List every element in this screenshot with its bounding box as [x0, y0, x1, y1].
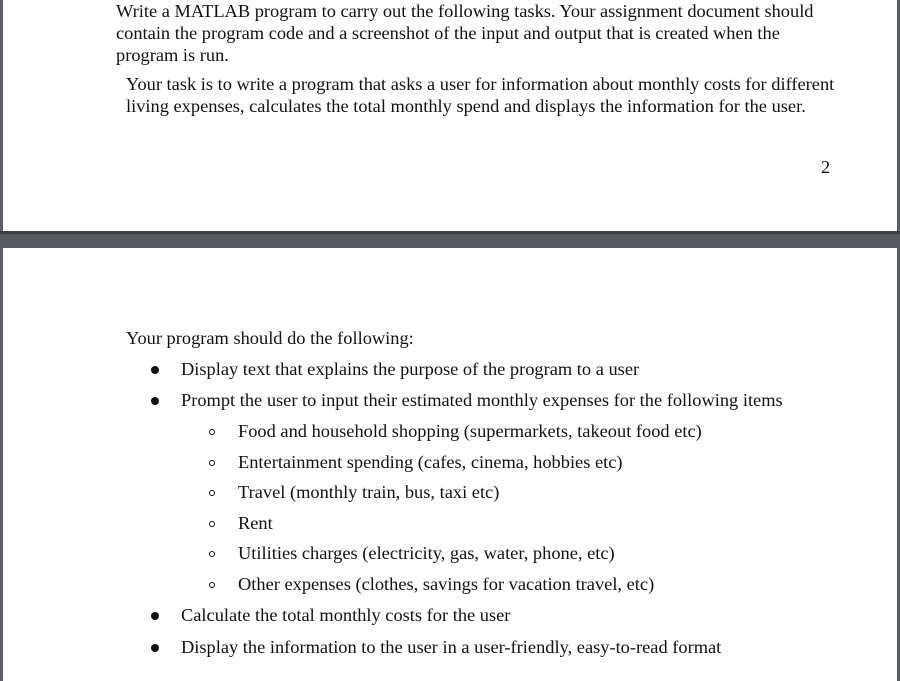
bullet-icon	[151, 397, 159, 405]
requirements-lead: Your program should do the following:	[126, 328, 414, 348]
circle-bullet-icon	[209, 429, 215, 435]
circle-bullet-icon	[209, 490, 215, 496]
circle-bullet-icon	[209, 551, 215, 557]
sub-list-item: Rent	[238, 513, 273, 533]
page-separator	[0, 231, 900, 248]
sub-list-item: Other expenses (clothes, savings for vacation travel, etc)	[238, 574, 655, 594]
circle-bullet-icon	[209, 521, 215, 527]
bullet-icon	[151, 366, 159, 374]
sub-list-item: Food and household shopping (supermarkets, takeout food etc)	[238, 421, 702, 441]
bullet-icon	[151, 612, 159, 620]
bullet-icon	[151, 644, 159, 652]
list-item: Prompt the user to input their estimated monthly expenses for the following items	[181, 390, 783, 410]
list-item: Display text that explains the purpose of the program to a user	[181, 359, 640, 379]
document-page-bottom	[0, 248, 900, 681]
sub-list-item: Travel (monthly train, bus, taxi etc)	[238, 482, 500, 502]
document-page-top	[0, 0, 900, 231]
list-item: Calculate the total monthly costs for the user	[181, 605, 511, 625]
assignment-intro-paragraph: Write a MATLAB program to carry out the following tasks. Your assignment document should contain the program code and a screenshot of the input and output that is created when the program is run.	[116, 1, 814, 65]
list-item: Display the information to the user in a user-friendly, easy-to-read format	[181, 637, 722, 657]
task-description-paragraph: Your task is to write a program that asks a user for information about monthly costs for different living expenses, calculates the total monthly spend and displays the information for the user.	[126, 74, 835, 116]
page-number: 2	[821, 157, 831, 177]
circle-bullet-icon	[209, 582, 215, 588]
sub-list-item: Utilities charges (electricity, gas, water, phone, etc)	[238, 543, 615, 563]
circle-bullet-icon	[209, 460, 215, 466]
sub-list-item: Entertainment spending (cafes, cinema, hobbies etc)	[238, 452, 623, 472]
